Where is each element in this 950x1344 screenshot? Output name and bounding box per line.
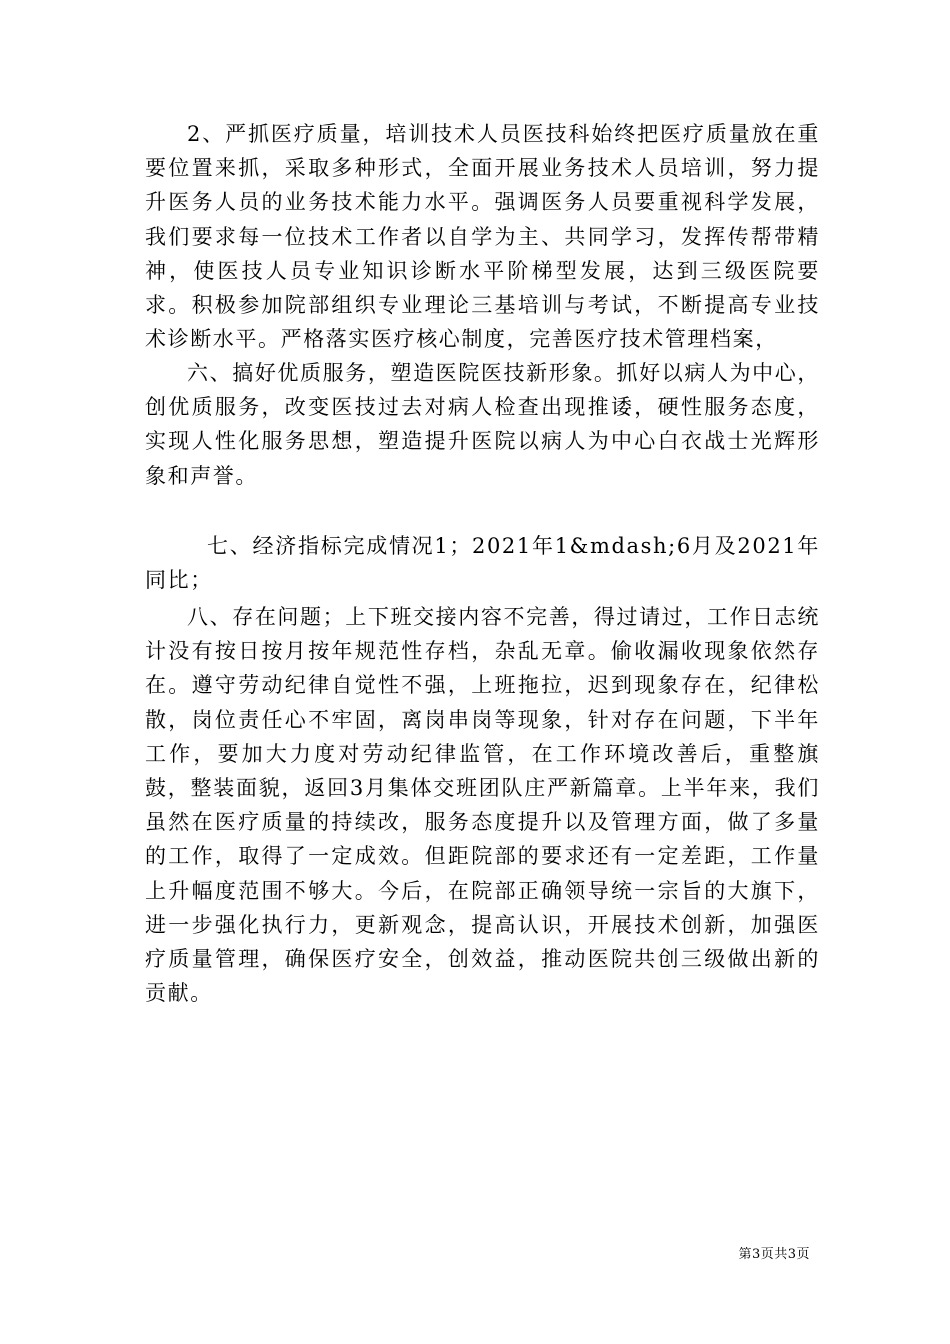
page-number-footer: 第3页共3页 — [738, 1247, 810, 1262]
paragraph-economic-indicators: 七、经济指标完成情况1；2021年1&mdash;6月及2021年同比； — [145, 534, 820, 593]
paragraph-quality: 2、严抓医疗质量，培训技术人员医技科始终把医疗质量放在重要位置来抓，采取多种形式，全面开展业务技术人员培训，努力提升医务人员的业务技术能力水平。强调医务人员要重视科学发展，我们要求每一位技术工作者以自学为主、共同学习，发挥传帮带精神，使医技人员专业知识诊断水平阶梯型发展，达到三级医院要求。积极参加院部组织专业理论三基培训与考试，不断提高专业技术诊断水平。严格落实医疗核心制度，完善医疗技术管理档案， — [145, 122, 820, 352]
paragraph-service: 六、搞好优质服务，塑造医院医技新形象。抓好以病人为中心，创优质服务，改变医技过去对病人检查出现推诿，硬性服务态度，实现人性化服务思想，塑造提升医院以病人为中心白衣战士光辉形象和声誉。 — [145, 361, 820, 488]
paragraph-problems: 八、存在问题；上下班交接内容不完善，得过请过，工作日志统计没有按日按月按年规范性存档，杂乱无章。偷收漏收现象依然存在。遵守劳动纪律自觉性不强，上班拖拉，迟到现象存在，纪律松散，岗位责任心不牢固，离岗串岗等现象，针对存在问题，下半年工作，要加大力度对劳动纪律监管，在工作环境改善后，重整旗鼓，整装面貌，返回3月集体交班团队庄严新篇章。上半年来，我们虽然在医疗质量的持续改，服务态度提升以及管理方面，做了多量的工作，取得了一定成效。但距院部的要求还有一定差距，工作量上升幅度范围不够大。今后，在院部正确领导统一宗旨的大旗下，进一步强化执行力，更新观念，提高认识，开展技术创新，加强医疗质量管理，确保医疗安全，创效益，推动医院共创三级做出新的贡献。 — [145, 605, 820, 1006]
